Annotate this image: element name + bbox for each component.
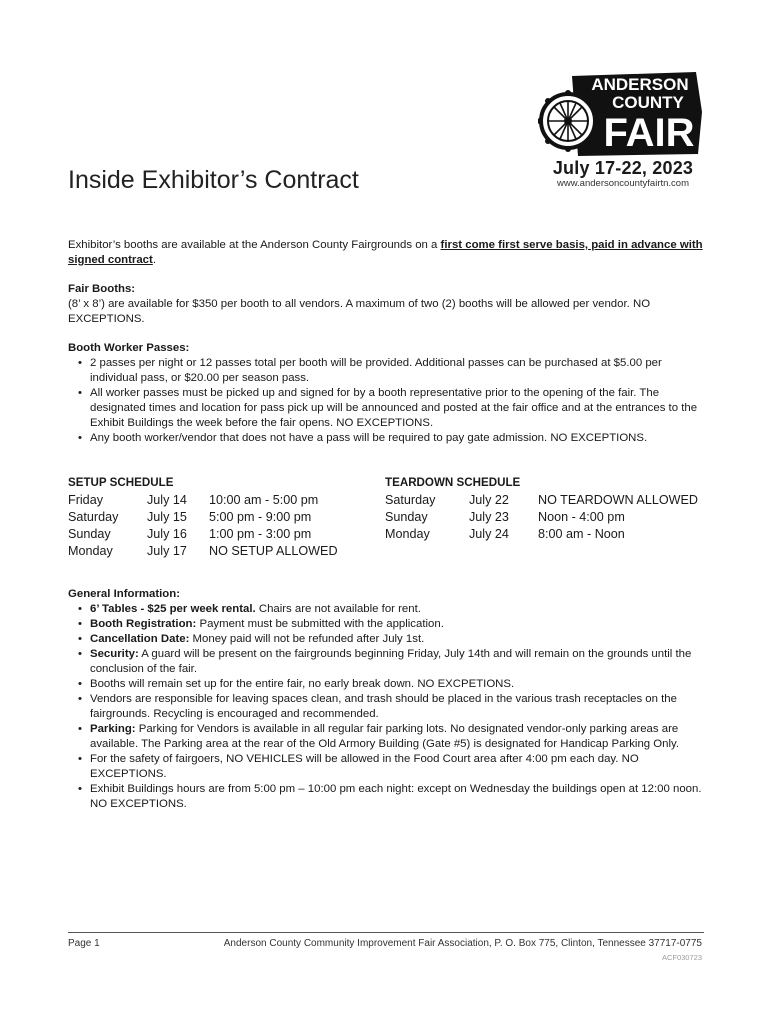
list-item: • Booths will remain set up for the entire fair, no early break down. NO EXCPETIONS. — [90, 677, 704, 692]
list-item: • For the safety of fairgoers, NO VEHICLES will be allowed in the Food Court area after 4:00 pm each day. NO EXCEPTIONS. — [90, 752, 704, 782]
fair-logo — [538, 66, 704, 162]
list-item: • All worker passes must be picked up and signed for by a booth representative prior to the opening of the fair. The designated times and location for pass pick up will be announced and posted at the fair office and at the entrances to the Exhibit Buildings the week before the fair opens. NO EXCEPTIONS. — [90, 386, 704, 431]
schedule-heading: TEARDOWN SCHEDULE — [385, 476, 521, 489]
table-row: Sunday July 23 Noon - 4:00 pm — [385, 510, 625, 524]
section-heading: Fair Booths: — [68, 283, 136, 295]
setup-schedule — [68, 474, 338, 560]
table-row: Sunday July 16 1:00 pm - 3:00 pm — [68, 527, 312, 541]
page-number: Page 1 — [68, 938, 100, 949]
list-item: • Parking: Parking for Vendors is available in all regular fair parking lots. No designated vendor-only parking areas are available. The Parking area at the rear of the Old Armory Building (Gate #5) is designated for Handicap Parking Only. — [90, 722, 704, 752]
fair-dates: July 17-22, 2023 — [552, 158, 694, 178]
list-item: • Exhibit Buildings hours are from 5:00 pm – 10:00 pm each night: except on Wednesday the buildings open at 12:00 noon. NO EXCEPTIONS. — [90, 782, 704, 812]
list-item: • 2 passes per night or 12 passes total per booth will be provided. Additional passes can be purchased at $5.00 per individual pass, or $20.00 per season pass. — [90, 356, 704, 386]
table-row: Saturday July 22 NO TEARDOWN ALLOWED — [385, 493, 699, 507]
ferris-wheel-icon — [538, 66, 704, 162]
intro-text: Exhibitor’s booths are available at the Anderson County Fairgrounds on a — [68, 239, 441, 251]
intro-emphasis: first come first serve basis, paid in advance with signed contract — [68, 239, 703, 266]
fair-booths-text: (8’ x 8’) are available for $350 per booth to all vendors. A maximum of two (2) booths will be allowed per vendor. NO EXCEPTIONS. — [68, 298, 651, 325]
footer-divider — [68, 932, 704, 933]
section-heading: General Information: — [68, 588, 181, 600]
list-item: • 6’ Tables - $25 per week rental. Chairs are not available for rent. — [90, 602, 704, 617]
table-row: Monday July 24 8:00 am - Noon — [385, 527, 625, 541]
footer-address: Anderson County Community Improvement Fair Association, P. O. Box 775, Clinton, Tennessee 37717-0775 — [223, 938, 702, 949]
logo-line-2: COUNTY — [612, 93, 684, 112]
page-title: Inside Exhibitor’s Contract — [68, 166, 359, 194]
table-row: Monday July 17 NO SETUP ALLOWED — [68, 544, 338, 558]
document-code: ACF030723 — [661, 953, 702, 962]
list-item: • Security: A guard will be present on the fairgrounds beginning Friday, July 14th and will remain on the grounds until the conclusion of the fair. — [90, 647, 704, 677]
teardown-schedule — [385, 474, 698, 543]
list-item: • Cancellation Date: Money paid will not be refunded after July 1st. — [90, 632, 704, 647]
logo-line-1: ANDERSON — [591, 75, 689, 94]
section-heading: Booth Worker Passes: — [68, 342, 190, 354]
table-row: Friday July 14 10:00 am - 5:00 pm — [68, 493, 319, 507]
intro-end: . — [152, 254, 156, 266]
website-link[interactable]: www.andersoncountyfairtn.com — [556, 178, 689, 189]
worker-passes-section — [68, 341, 704, 446]
list-item: • Any booth worker/vendor that does not have a pass will be required to pay gate admission. NO EXCEPTIONS. — [90, 431, 704, 446]
schedule-heading: SETUP SCHEDULE — [68, 476, 174, 489]
intro-paragraph — [68, 238, 704, 268]
fair-booths-section — [68, 282, 704, 327]
setup-schedule-table — [68, 492, 338, 560]
teardown-schedule-table — [385, 492, 698, 543]
general-information-section — [68, 587, 704, 812]
list-item: • Booth Registration: Payment must be submitted with the application. — [90, 617, 704, 632]
table-row: Saturday July 15 5:00 pm - 9:00 pm — [68, 510, 312, 524]
list-item: • Vendors are responsible for leaving spaces clean, and trash should be placed in the various trash receptacles on the fairgrounds. Recycling is encouraged and recommended. — [90, 692, 704, 722]
logo-line-3: FAIR — [603, 111, 695, 155]
